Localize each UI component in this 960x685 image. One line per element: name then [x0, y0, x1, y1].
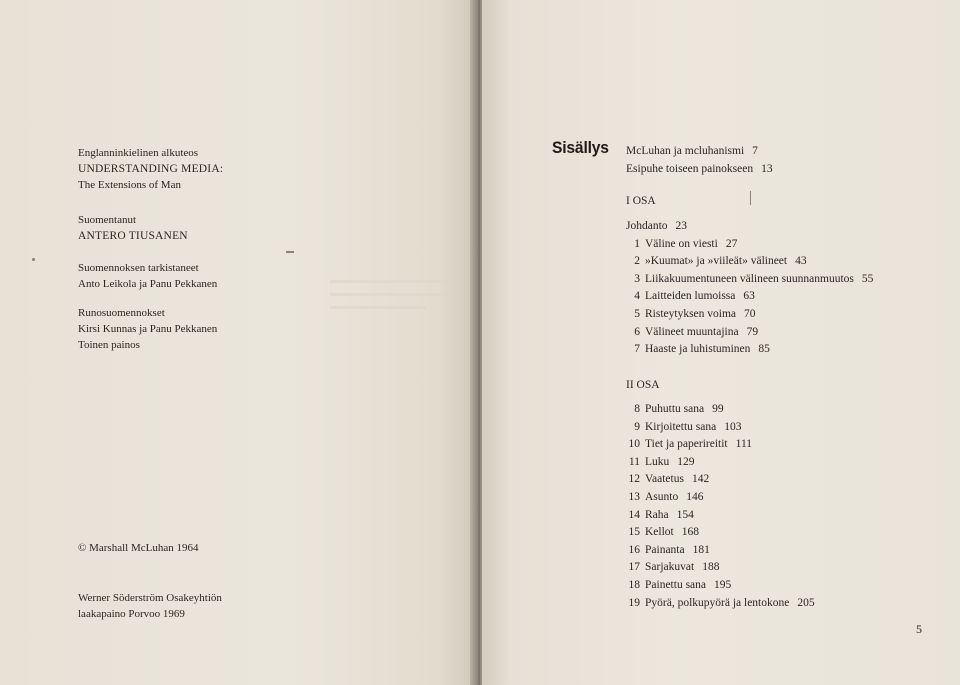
toc-entry-number: 6 — [634, 325, 640, 338]
toc-heading: Sisällys — [552, 138, 609, 157]
publisher-line-2: laakapaino Porvoo 1969 — [78, 608, 185, 620]
toc-entry — [626, 454, 815, 472]
toc-entry-page: 7 — [752, 145, 758, 157]
toc-entry-title: Vaatetus — [645, 473, 684, 486]
toc-entry-number: 7 — [634, 343, 640, 356]
toc-entry — [626, 143, 773, 161]
toc-entry-number: 14 — [628, 508, 640, 521]
toc-entry-title: Puhuttu sana — [645, 403, 705, 415]
toc-entry-page: 195 — [714, 578, 732, 591]
original-title: UNDERSTANDING MEDIA: — [78, 163, 224, 175]
toc-entry-title: Johdanto — [626, 220, 668, 232]
toc-entry-page: 63 — [743, 290, 755, 303]
toc-entry-page: 43 — [795, 255, 807, 268]
toc-entry — [626, 288, 873, 306]
original-title-block — [78, 145, 223, 193]
toc-entry-title: Sarjakuvat — [645, 561, 695, 574]
toc-entry-title: Raha — [645, 508, 669, 521]
toc-intro-entries — [626, 143, 773, 178]
toc-entry — [626, 401, 815, 419]
toc-entry — [626, 559, 815, 577]
toc-entry-title: Välineet muuntajina — [645, 325, 739, 338]
part-2-label: II OSA — [626, 379, 660, 391]
original-subtitle: The Extensions of Man — [78, 179, 181, 191]
toc-entry-page: 154 — [676, 508, 694, 521]
toc-entry-title: Painettu sana — [645, 578, 706, 591]
toc-entry-title: Risteytyksen voima — [645, 307, 737, 320]
toc-entry-page: 13 — [761, 162, 773, 175]
verse-translation-label: Runosuomennokset — [78, 307, 165, 319]
checked-by-names: Anto Leikola ja Panu Pekkanen — [78, 278, 218, 290]
toc-entry-page: 27 — [725, 237, 738, 250]
toc-entry-title: Asunto — [645, 490, 679, 503]
toc-entry — [626, 419, 815, 437]
toc-part-2 — [626, 401, 815, 612]
toc-entry-title: Laitteiden lumoissa — [645, 290, 736, 303]
toc-entry-title: Haaste ja luhistuminen — [645, 343, 751, 356]
toc-entry-title: Esipuhe toiseen painokseen — [626, 162, 754, 175]
toc-entry-title: Painanta — [645, 543, 685, 556]
toc-entry — [626, 489, 815, 507]
toc-entry-title: Luku — [645, 455, 670, 468]
part-1-label: I OSA — [626, 195, 656, 207]
toc-entry-page: 181 — [692, 543, 710, 556]
toc-entry-page: 99 — [712, 403, 724, 415]
ink-mark — [286, 251, 294, 253]
checked-by-block — [78, 260, 217, 292]
toc-entry — [626, 271, 873, 289]
toc-entry-number: 19 — [628, 596, 640, 609]
toc-entry — [626, 595, 815, 613]
toc-entry — [626, 341, 873, 359]
toc-entry — [626, 236, 873, 254]
edition: Toinen painos — [78, 339, 140, 351]
checked-by-label: Suomennoksen tarkistaneet — [78, 262, 199, 274]
publisher-block — [78, 590, 222, 622]
toc-entry-number: 2 — [634, 255, 640, 268]
toc-entry-number: 1 — [634, 237, 640, 250]
toc-entry-page: 142 — [691, 473, 710, 486]
toc-entry-title: »Kuumat» ja »viileät» välineet — [645, 255, 788, 268]
toc-entry-page: 103 — [724, 420, 742, 433]
toc-entry-page: 23 — [675, 220, 688, 232]
toc-entry-title: Kirjoitettu sana — [645, 420, 717, 433]
copyright: © Marshall McLuhan 1964 — [78, 542, 199, 554]
toc-entry-number: 15 — [628, 526, 640, 539]
toc-entry — [626, 542, 815, 560]
toc-entry-number: 17 — [628, 561, 640, 574]
toc-entry-number: 13 — [628, 490, 640, 503]
publisher-line-1: Werner Söderström Osakeyhtiön — [78, 592, 222, 604]
toc-entry-number: 12 — [628, 473, 640, 486]
original-title-label: Englanninkielinen alkuteos — [78, 147, 199, 159]
toc-entry-number: 11 — [628, 455, 640, 468]
toc-entry-number: 3 — [634, 272, 640, 285]
toc-entry — [626, 471, 815, 489]
toc-entry-page: 168 — [681, 526, 699, 539]
translator-block — [78, 212, 188, 244]
toc-entry-number: 5 — [634, 307, 640, 320]
toc-entry-title: Pyörä, polkupyörä ja lentokone — [645, 596, 790, 609]
toc-entry — [626, 436, 815, 454]
toc-entry — [626, 253, 873, 271]
toc-entry-title: Väline on viesti — [645, 237, 718, 250]
show-through-text — [330, 280, 450, 319]
page-number: 5 — [916, 622, 922, 636]
toc-entry-number: 18 — [628, 578, 640, 591]
toc-entry — [626, 577, 815, 595]
toc-entry-page: 188 — [702, 561, 720, 574]
toc-part-1 — [626, 218, 873, 359]
toc-entry-number: 8 — [634, 403, 640, 415]
toc-entry-title: Liikakuumentuneen välineen suunnanmuutos — [645, 272, 854, 285]
toc-entry — [626, 324, 873, 342]
toc-entry — [626, 507, 815, 525]
toc-entry — [626, 161, 773, 179]
toc-entry-page: 55 — [861, 272, 874, 285]
toc-entry-page: 111 — [735, 438, 753, 451]
translator-name: ANTERO TIUSANEN — [78, 230, 188, 242]
toc-entry-number: 10 — [628, 438, 640, 451]
toc-entry-page: 70 — [744, 307, 756, 320]
toc-entry-number: 16 — [628, 543, 640, 556]
toc-entry — [626, 524, 815, 542]
verse-translation-names: Kirsi Kunnas ja Panu Pekkanen — [78, 323, 218, 335]
verse-translation-block — [78, 305, 217, 353]
left-page — [0, 0, 476, 685]
ink-mark — [750, 191, 751, 205]
toc-entry — [626, 306, 873, 324]
toc-entry-title: Tiet ja paperireitit — [645, 438, 728, 451]
toc-entry-number: 9 — [634, 420, 640, 433]
toc-entry — [626, 218, 873, 236]
toc-entry-page: 146 — [686, 490, 704, 503]
toc-entry-number: 4 — [634, 290, 640, 303]
translator-label: Suomentanut — [78, 214, 137, 226]
toc-entry-title: Kellot — [645, 526, 674, 539]
toc-entry-page: 129 — [677, 455, 695, 468]
ink-dot — [32, 258, 35, 261]
toc-entry-page: 85 — [758, 343, 770, 356]
toc-entry-title: McLuhan ja mcluhanismi — [626, 145, 745, 157]
toc-entry-page: 205 — [797, 596, 815, 609]
toc-entry-page: 79 — [746, 325, 759, 338]
